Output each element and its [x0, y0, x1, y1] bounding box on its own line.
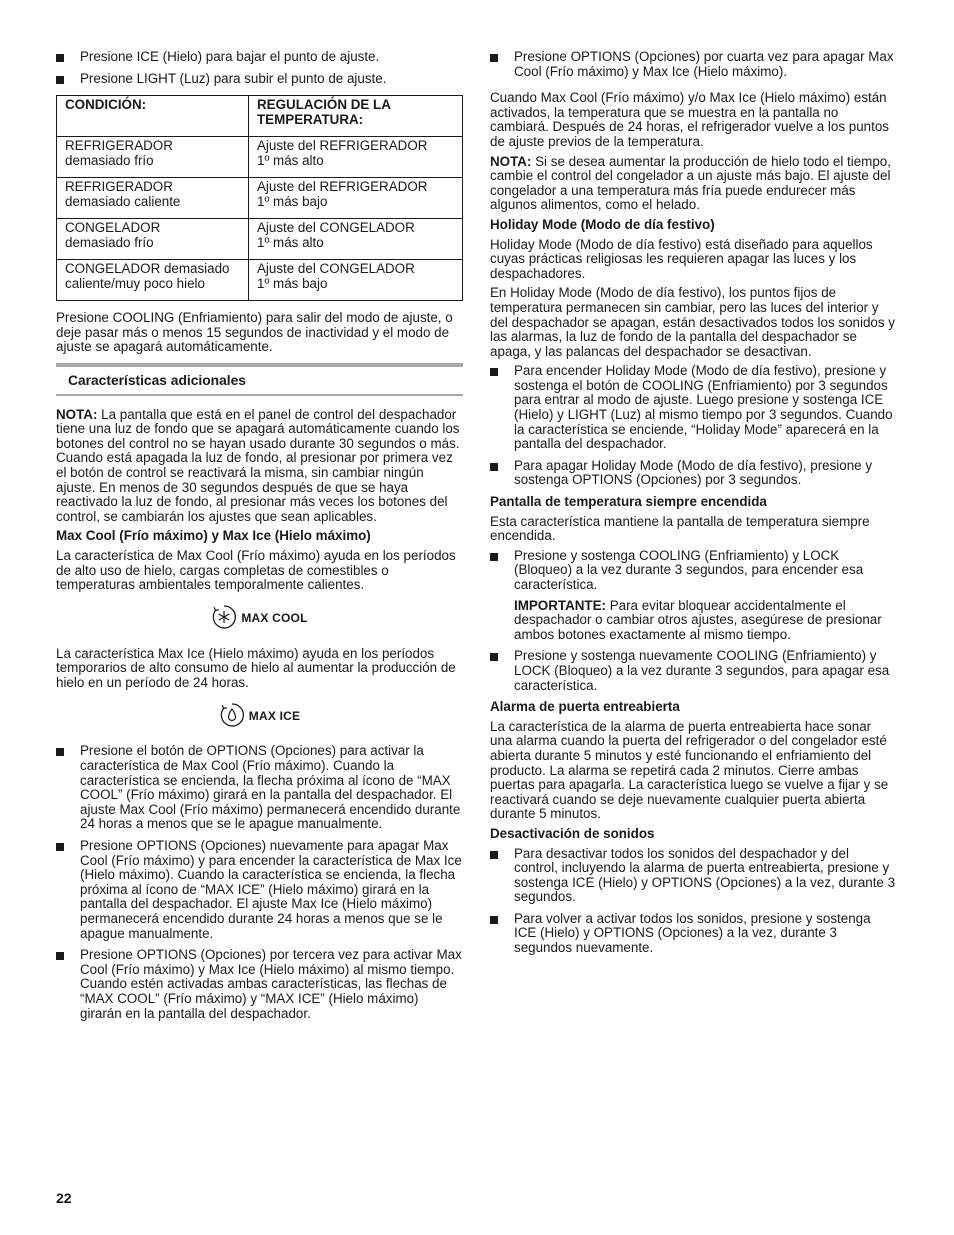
exit-adjust-text: Presione COOLING (Enfriamiento) para salir del modo de ajuste, o deje pasar más o menos 15 segundos de inactividad y el modo de ajuste se apagará automáticamente. — [56, 310, 453, 355]
table-cell — [249, 178, 463, 219]
table-cell — [249, 137, 463, 178]
cell-line: REFRIGERADOR — [65, 138, 173, 154]
bullet-square — [490, 368, 498, 376]
bullet-text: Presione ICE (Hielo) para bajar el punto de ajuste. — [80, 49, 380, 64]
bullet-item — [56, 839, 463, 941]
bullet-square — [56, 952, 64, 960]
bullet-item — [56, 744, 463, 832]
holiday-text: Holiday Mode (Modo de día festivo) está diseñado para aquellos cuyas prácticas religiosas les requieren apagar las luces y los despachadores. — [490, 236, 873, 281]
important-text: Para evitar bloquear accidentalmente el despachador o cambiar otros ajustes, asegúrese de presionar ambos botones exactamente al mismo tiempo. — [514, 597, 882, 642]
bullet-text: Presione OPTIONS (Opciones) por cuarta vez para apagar Max Cool (Frío máximo) y Max Ice (Hielo máximo). — [514, 49, 894, 79]
bullet-square — [490, 463, 498, 471]
cell-line: CONGELADOR — [65, 220, 161, 236]
bullet-text: Presione LIGHT (Luz) para subir el punto de ajuste. — [80, 70, 387, 86]
bullet-item — [490, 364, 896, 452]
max-ice-label: MAX ICE — [248, 709, 301, 724]
section-title: Características adicionales — [56, 363, 463, 396]
max-cool-badge — [56, 605, 463, 633]
table-cell — [57, 178, 249, 219]
maxcool-text: La característica de Max Cool (Frío máximo) ayuda en los períodos de alto uso de hielo, cargas completas de comestibles o temperaturas ambientales temporalmente calientes. — [56, 547, 456, 593]
bullet-text: Presione el botón de OPTIONS (Opciones) para activar la característica de Max Cool (Frío máximo). Cuando la característica se encienda, la flecha próxima al ícono de “MAX COOL” (Frío máximo) girará en la pantalla del despachador. El ajuste Max Cool (Frío máximo) permanecerá encendido durante 24 horas a menos que se le apague manualmente. — [80, 743, 461, 832]
cell-line: Ajuste del CONGELADOR — [257, 261, 415, 277]
cell-line: 1º más bajo — [257, 193, 328, 209]
cell-line: 1º más alto — [257, 234, 324, 250]
bullet-square — [490, 851, 498, 859]
bullet-text: Para encender Holiday Mode (Modo de día festivo), presione y sostenga el botón de COOLING (Enfriamiento) por 3 segundos para entrar al modo de ajuste. Luego presione y sostenga ICE (Hielo) y LIGHT (Luz) al mismo tiempo por 3 segundos. Cuando la característica se enciende, “Holiday Mode” aparecerá en la pantalla del despachador. — [514, 363, 893, 452]
table-row — [57, 219, 463, 260]
nota-label: NOTA: — [56, 406, 98, 422]
table-header-row — [57, 96, 463, 137]
cell-line: 1º más bajo — [257, 275, 328, 291]
cell-line: demasiado frío — [65, 234, 154, 250]
bullet-text: Para apagar Holiday Mode (Modo de día festivo), presione y sostenga OPTIONS (Opciones) por 3 segundos. — [514, 457, 873, 488]
bullet-item — [490, 649, 896, 693]
bullet-square — [490, 653, 498, 661]
table-cell — [57, 260, 249, 301]
bullet-square — [56, 748, 64, 756]
cell-line: demasiado frío — [65, 152, 154, 168]
max-cool-label: MAX COOL — [241, 611, 308, 626]
cell-line: Ajuste del REFRIGERADOR — [257, 138, 428, 154]
bullet-square — [56, 843, 64, 851]
max-ice-badge — [56, 702, 463, 730]
bullet-item — [490, 50, 896, 79]
maxice-text: La característica Max Ice (Hielo máximo) ayuda en los períodos temporarios de alto consumo de hielo al aumentar la producción de hielo en un período de 24 horas. — [56, 645, 456, 690]
cell-line: CONGELADOR demasiado — [65, 261, 230, 277]
table-cell — [57, 219, 249, 260]
when-active-text: Cuando Max Cool (Frío máximo) y/o Max Ice (Hielo máximo) están activados, la temperatura que se muestra en la pantalla no cambiará. Después de 24 horas, el refrigerador vuelve a los puntos de ajuste previos de la temperatura. — [490, 90, 889, 149]
bullet-item — [56, 50, 463, 65]
cell-line: 1º más alto — [257, 152, 324, 168]
table-row — [57, 137, 463, 178]
cell-line: demasiado caliente — [65, 193, 181, 209]
display-heading: Pantalla de temperatura siempre encendida — [490, 494, 767, 510]
bullet-item — [490, 549, 896, 643]
bullet-item — [56, 948, 463, 1021]
bullet-text: Presione y sostenga nuevamente COOLING (Enfriamiento) y LOCK (Bloqueo) a la vez durante 3 segundos, para apagar esa característica. — [514, 648, 890, 693]
table-cell — [249, 219, 463, 260]
right-column — [490, 50, 896, 963]
table-row — [57, 260, 463, 301]
bullet-text: Para desactivar todos los sonidos del despachador y del control, incluyendo la alarma de puerta entreabierta, presione y sostenga ICE (Hielo) y OPTIONS (Opciones) a la vez, durante 3 segundos. — [514, 845, 896, 905]
bullet-square — [490, 54, 498, 62]
display-text: Esta característica mantiene la pantalla de temperatura siempre encendida. — [490, 513, 870, 544]
door-heading: Alarma de puerta entreabierta — [490, 699, 680, 715]
cell-line: Ajuste del REFRIGERADOR — [257, 179, 428, 195]
bullet-text: Presione y sostenga COOLING (Enfriamiento) y LOCK (Bloqueo) a la vez durante 3 segundos, para encender esa característica. — [514, 547, 864, 592]
left-column — [56, 50, 463, 1028]
page-number: 22 — [56, 1190, 72, 1206]
important-label: IMPORTANTE: — [514, 597, 606, 613]
table-row — [57, 178, 463, 219]
bullet-text: Presione OPTIONS (Opciones) por tercera vez para activar Max Cool (Frío máximo) y Max Ice (Hielo máximo) al mismo tiempo. Cuando estén activadas ambas características, las flechas de “MAX COOL” (Frío máximo) y “MAX ICE” (Hielo máximo) girarán en la pantalla del despachador. — [80, 947, 462, 1021]
cell-line: REFRIGERADOR — [65, 179, 173, 195]
bullet-square — [490, 553, 498, 561]
bullet-text: Para volver a activar todos los sonidos, presione y sostenga ICE (Hielo) y OPTIONS (Opciones) a la vez, durante 3 segundos nuevamente. — [514, 910, 871, 956]
bullet-text: Presione OPTIONS (Opciones) nuevamente para apagar Max Cool (Frío máximo) y para encender la característica de Max Ice (Hielo máximo). Cuando la característica se encienda, la flecha próxima al ícono de “MAX ICE” (Hielo máximo) girará en la pantalla del despachador. El ajuste Max Ice (Hielo máximo) permanecerá encendido durante 24 horas a menos que se le apague manualmente. — [80, 838, 462, 941]
bullet-item — [490, 847, 896, 905]
bullet-square — [56, 54, 64, 62]
table-cell — [57, 137, 249, 178]
cell-line: caliente/muy poco hielo — [65, 275, 205, 291]
cell-line: Ajuste del CONGELADOR — [257, 220, 415, 236]
holiday-heading: Holiday Mode (Modo de día festivo) — [490, 216, 715, 232]
table-header-regulation: REGULACIÓN DE LA TEMPERATURA: — [249, 96, 463, 137]
snowflake-icon — [211, 604, 237, 634]
bullet-square — [56, 76, 64, 84]
bullet-item — [490, 459, 896, 488]
nota-text: Si se desea aumentar la producción de hielo todo el tiempo, cambie el control del congelador a un ajuste más bajo. El ajuste del congelador a una temperatura más fría puede endurecer más algunos alimentos, como el helado. — [490, 153, 891, 213]
temperature-table — [56, 95, 463, 301]
holiday-text: En Holiday Mode (Modo de día festivo), los puntos fijos de temperatura permanecen sin cambiar, pero las luces del interior y del despachador se apagan, están desactivados todos los sonidos y las alarmas, la luz de fondo de la pantalla del despachador se apaga, y las palancas del despachador se desactivan. — [490, 285, 895, 359]
bullet-square — [490, 916, 498, 924]
maxcool-heading: Max Cool (Frío máximo) y Max Ice (Hielo máximo) — [56, 528, 371, 544]
nota-paragraph — [56, 408, 463, 525]
table-cell — [249, 260, 463, 301]
bullet-item — [490, 912, 896, 956]
door-text: La característica de la alarma de puerta entreabierta hace sonar una alarma cuando la puerta del refrigerador o del congelador esté abierta durante 5 minutos y esté funcionando el enfriamiento del producto. La alarma se repetirá cada 2 minutos. Cierre ambas puertas para apagarla. La característica luego se vuelve a fijar y se reactivará cuando se deje nuevamente cualquier puerta abierta durante 5 minutos. — [490, 718, 889, 822]
nota-text: La pantalla que está en el panel de control del despachador tiene una luz de fondo que se apagará automáticamente cuando los botones del control no se hayan usado durante 30 segundos o más. Cuando está apagada la luz de fondo, al presionar por primera vez el botón de control se reactivará la misma, sin cambiar ningún ajuste. En menos de 30 segundos después de que se haya reactivado la luz de fondo, al presionar más veces los botones del control, se cambiarán los ajustes que sean aplicables. — [56, 406, 460, 524]
table-header-condition: CONDICIÓN: — [57, 96, 249, 137]
sound-heading: Desactivación de sonidos — [490, 825, 655, 841]
nota-paragraph — [490, 155, 896, 213]
nota-label: NOTA: — [490, 153, 532, 169]
bullet-item — [56, 72, 463, 87]
ice-drop-icon — [219, 702, 245, 732]
important-paragraph — [514, 599, 896, 643]
